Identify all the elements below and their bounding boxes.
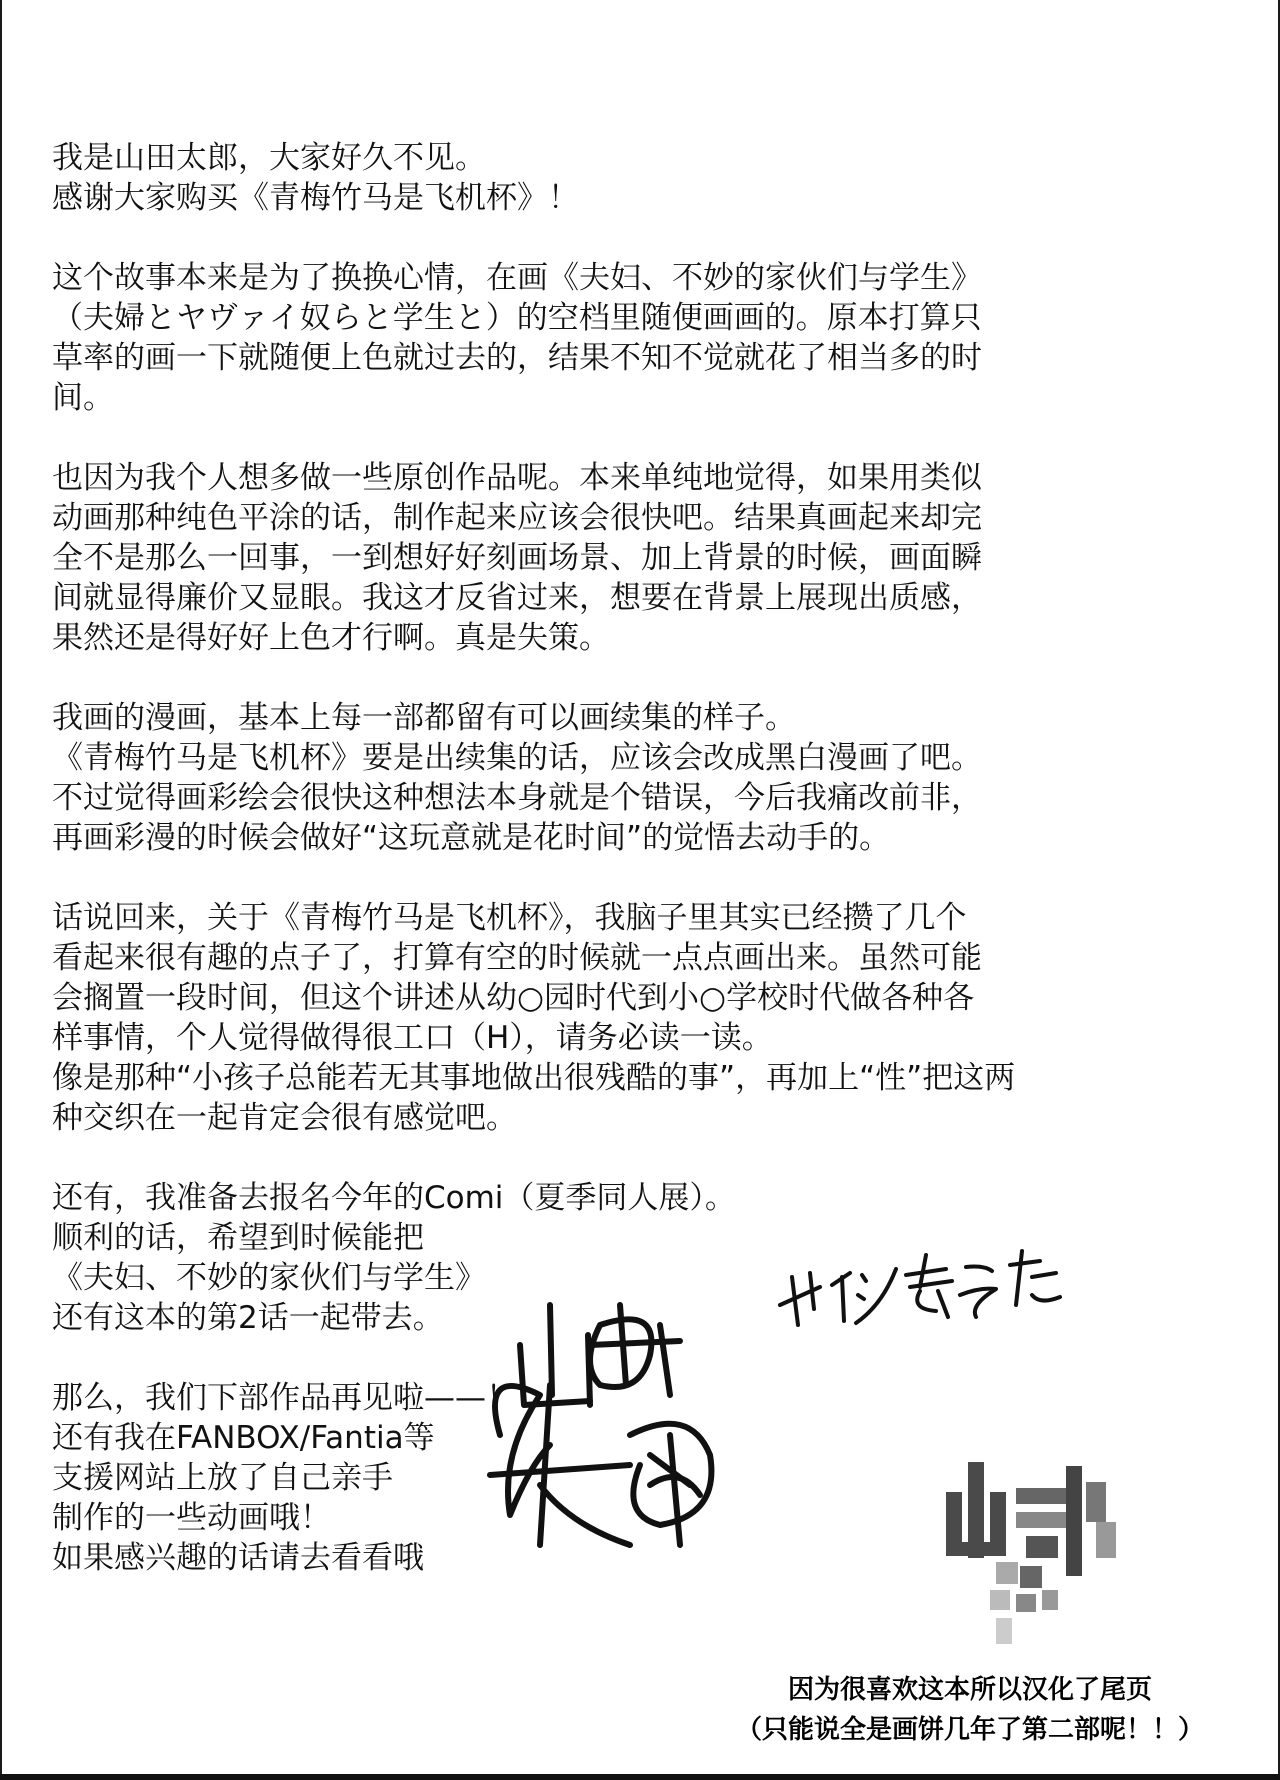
text-line: 动画那种纯色平涂的话，制作起来应该会很快吧。结果真画起来却完: [52, 500, 982, 536]
text-line: 看起来很有趣的点子了，打算有空的时候就一点点画出来。虽然可能: [52, 940, 982, 976]
translator-note-line: （只能说全是画饼几年了第二部呢！！）: [735, 1715, 1204, 1745]
text-line: 全不是那么一回事，一到想好好刻画场景、加上背景的时候，画面瞬: [52, 540, 982, 576]
text-line: 还有这本的第2话一起带去。: [52, 1300, 444, 1336]
signature-graphic: [480, 1285, 780, 1565]
text-line: 也因为我个人想多做一些原创作品呢。本来单纯地觉得，如果用类似: [52, 460, 982, 496]
text-line: 支援网站上放了自己亲手: [52, 1460, 393, 1496]
page-border-left: [0, 0, 2, 1780]
translator-note-line: 因为很喜欢这本所以汉化了尾页: [787, 1675, 1152, 1705]
paragraph-ideas: [52, 898, 1112, 1138]
text-line: 顺利的话，希望到时候能把: [52, 1220, 424, 1256]
paragraph-sequel: [52, 698, 1112, 858]
signature-note-handwriting: [770, 1225, 1070, 1355]
text-line: 话说回来，关于《青梅竹马是飞机杯》，我脑子里其实已经攒了几个: [52, 900, 967, 936]
text-line: （夫婦とヤヴァイ奴らと学生と）的空档里随便画画的。原本打算只: [52, 300, 982, 336]
text-line: 还有，我准备去报名今年的Comi（夏季同人展）。: [52, 1180, 736, 1216]
paragraph-coloring: [52, 458, 1112, 658]
text-line: 草率的画一下就随便上色就过去的，结果不知不觉就花了相当多的时: [52, 340, 982, 376]
text-line: 间。: [52, 380, 114, 416]
text-line: 如果感兴趣的话请去看看哦: [52, 1540, 424, 1576]
text-line: 种交织在一起肯定会很有感觉吧。: [52, 1100, 517, 1136]
text-line: 制作的一些动画哦！: [52, 1500, 331, 1536]
text-line: 样事情，个人觉得做得很工口（H），请务必读一读。: [52, 1020, 773, 1056]
text-line: 《夫妇、不妙的家伙们与学生》: [52, 1260, 486, 1296]
text-line: 不过觉得画彩绘会很快这种想法本身就是个错误，今后我痛改前非，: [52, 780, 982, 816]
text-line: 会搁置一段时间，但这个讲述从幼○园时代到小○学校时代做各种各: [52, 980, 975, 1016]
pixelated-name-stamp: [946, 1462, 1120, 1648]
text-line: 那么，我们下部作品再见啦——！: [52, 1380, 517, 1416]
text-line: 再画彩漫的时候会做好“这玩意就是花时间”的觉悟去动手的。: [52, 820, 891, 856]
text-line: 还有我在FANBOX/Fantia等: [52, 1420, 435, 1456]
text-line: 果然还是得好好上色才行啊。真是失策。: [52, 620, 610, 656]
text-line: 我是山田太郎，大家好久不见。: [52, 140, 486, 176]
text-line: 《青梅竹马是飞机杯》要是出续集的话，应该会改成黑白漫画了吧。: [52, 740, 982, 776]
translator-note: [670, 1670, 1270, 1750]
text-line: 这个故事本来是为了换换心情，在画《夫妇、不妙的家伙们与学生》: [52, 260, 982, 296]
paragraph-greeting: [52, 138, 1112, 218]
text-line: 像是那种“小孩子总能若无其事地做出很残酷的事”，再加上“性”把这两: [52, 1060, 1016, 1096]
text-line: 感谢大家购买《青梅竹马是飞机杯》！: [52, 180, 579, 216]
text-line: 间就显得廉价又显眼。我这才反省过来，想要在背景上展现出质感，: [52, 580, 982, 616]
page-bottom-bar: [0, 1774, 1280, 1780]
paragraph-origin: [52, 258, 1112, 418]
text-line: 我画的漫画，基本上每一部都留有可以画续集的样子。: [52, 700, 796, 736]
